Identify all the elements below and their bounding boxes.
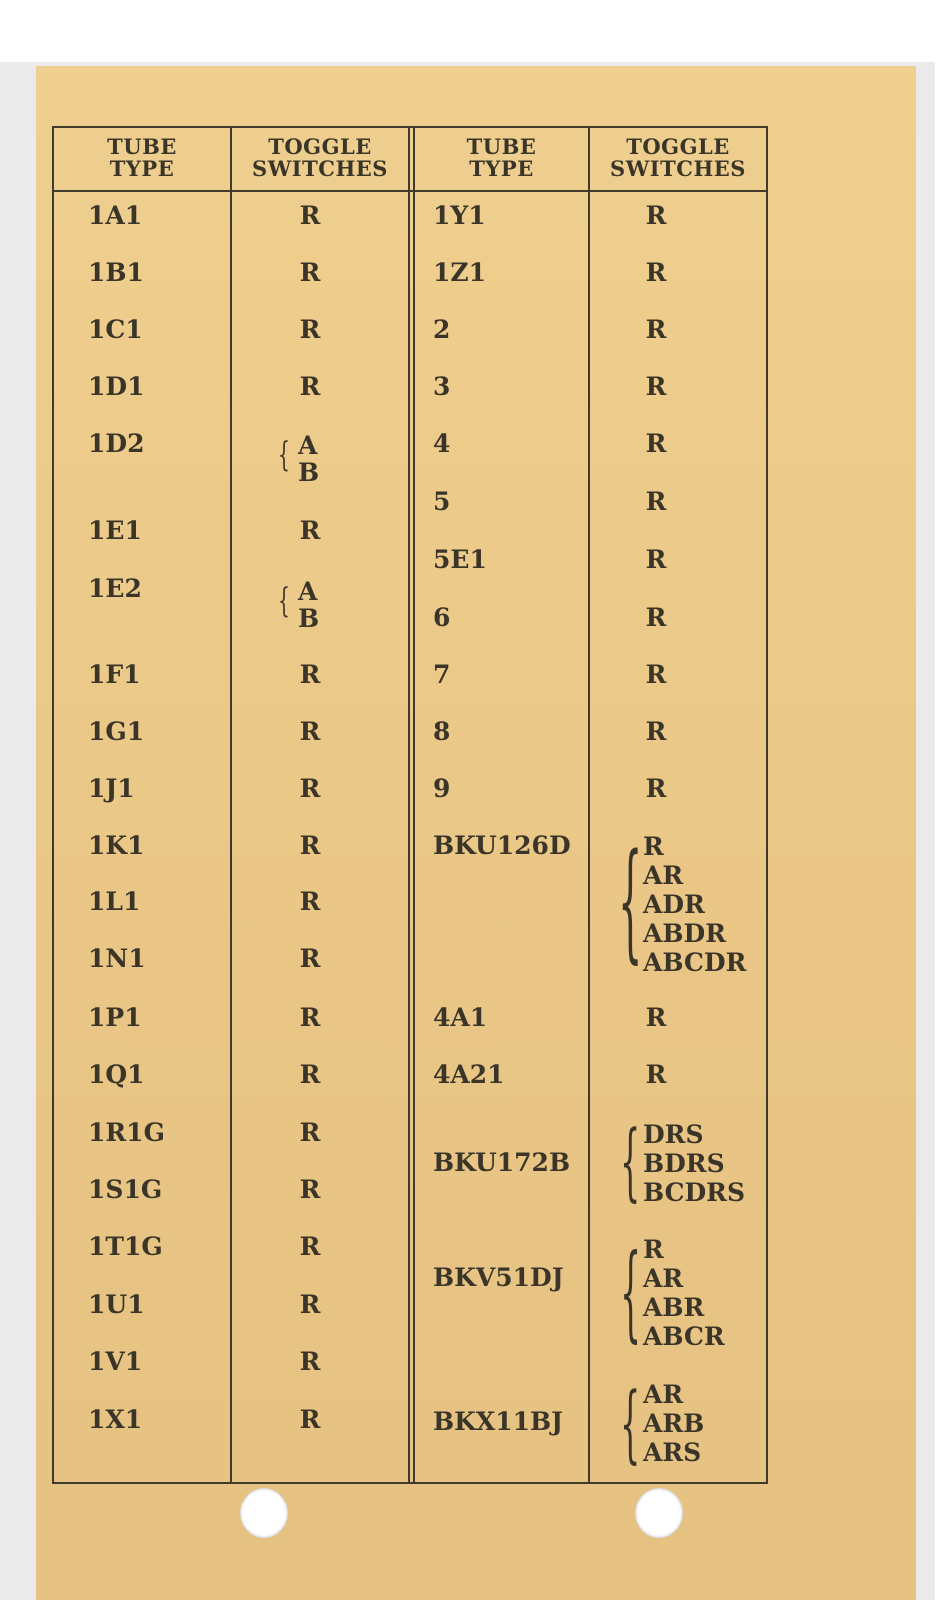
toggle-value: R (645, 429, 667, 458)
tube-type: 1Y1 (433, 201, 486, 230)
toggle-value: R (299, 1003, 321, 1032)
toggle-option: AR (643, 1380, 684, 1409)
tube-type: 1T1G (88, 1232, 163, 1261)
brace-icon: { (278, 435, 290, 475)
toggle-value: R (299, 1232, 321, 1261)
brace-icon: { (620, 1231, 642, 1353)
toggle-option: DRS (643, 1120, 704, 1149)
toggle-value: R (299, 315, 321, 344)
tube-type: 4A21 (433, 1060, 505, 1089)
toggle-value: R (299, 258, 321, 287)
toggle-value: R (299, 1347, 321, 1376)
tube-type: 2 (433, 315, 451, 344)
tube-type: 1Z1 (433, 258, 487, 287)
tube-type: 8 (433, 717, 451, 746)
toggle-option: A (298, 431, 318, 460)
header-tube-type-right: TUBE TYPE (466, 134, 537, 181)
tube-type: BKX11BJ (433, 1407, 564, 1436)
tube-type: BKU126D (433, 831, 571, 860)
tube-type: 1J1 (88, 774, 135, 803)
header-rule (52, 190, 768, 192)
tube-type: 6 (433, 603, 451, 632)
punch-hole (240, 1488, 288, 1538)
toggle-value: R (645, 1003, 667, 1032)
brace-icon: { (278, 581, 290, 621)
tube-type: 1A1 (88, 201, 143, 230)
toggle-value: R (299, 1118, 321, 1147)
header-toggle-switches-right: TOGGLE SWITCHES (610, 134, 746, 181)
toggle-value: R (299, 516, 321, 545)
toggle-option: ARS (643, 1438, 702, 1467)
toggle-value: R (299, 887, 321, 916)
tube-type: 4 (433, 429, 451, 458)
center-divider (413, 126, 415, 1484)
tube-type: 1V1 (88, 1347, 143, 1376)
brace-icon: { (620, 1112, 641, 1210)
toggle-value: R (645, 372, 667, 401)
toggle-option: A (298, 577, 318, 606)
tube-type: 4A1 (433, 1003, 488, 1032)
header-toggle-switches-left: TOGGLE SWITCHES (252, 134, 388, 181)
tube-type: 1B1 (88, 258, 144, 287)
column-divider (230, 126, 232, 1484)
tube-type: 3 (433, 372, 451, 401)
toggle-option: BCDRS (643, 1178, 746, 1207)
tube-type: 1D1 (88, 372, 145, 401)
column-divider (588, 126, 590, 1484)
tube-type: 1Q1 (88, 1060, 145, 1089)
toggle-value: R (645, 201, 667, 230)
toggle-options-bku126d (643, 832, 746, 977)
tube-type: 1N1 (88, 944, 146, 973)
toggle-options-1e2 (298, 578, 319, 632)
tube-type: 7 (433, 660, 451, 689)
toggle-value: R (299, 1175, 321, 1204)
toggle-option: ABCR (643, 1322, 725, 1351)
toggle-value: R (299, 201, 321, 230)
toggle-option: R (643, 832, 664, 861)
tube-type: 1P1 (88, 1003, 142, 1032)
toggle-option: ABCDR (643, 948, 747, 977)
toggle-value: R (645, 717, 667, 746)
toggle-option: AR (643, 1264, 684, 1293)
toggle-value: R (299, 1290, 321, 1319)
toggle-option: ARB (643, 1409, 705, 1438)
toggle-options-1d2 (298, 432, 319, 486)
toggle-value: R (645, 487, 667, 516)
tube-type: BKV51DJ (433, 1263, 564, 1292)
brace-icon: { (618, 827, 643, 976)
toggle-value: R (645, 545, 667, 574)
tube-type: 1X1 (88, 1405, 143, 1434)
header-tube-type-left: TUBE TYPE (107, 134, 177, 181)
toggle-options-bkx11bj (643, 1380, 704, 1467)
tube-type: 1R1G (88, 1118, 165, 1147)
toggle-value: R (299, 660, 321, 689)
toggle-value: R (299, 944, 321, 973)
tube-type: 1C1 (88, 315, 143, 344)
center-divider (408, 126, 410, 1484)
tube-type: 1L1 (88, 887, 141, 916)
tube-type: 1K1 (88, 831, 145, 860)
punch-hole (635, 1488, 683, 1538)
toggle-value: R (645, 603, 667, 632)
toggle-option: B (298, 604, 320, 633)
toggle-options-bkv51dj (643, 1235, 725, 1351)
toggle-value: R (299, 1060, 321, 1089)
toggle-option: B (298, 458, 320, 487)
tube-type: 1S1G (88, 1175, 163, 1204)
tube-type: BKU172B (433, 1148, 571, 1177)
tube-type: 5E1 (433, 545, 487, 574)
brace-icon: { (620, 1374, 641, 1472)
toggle-option: ADR (643, 890, 705, 919)
tube-type: 1U1 (88, 1290, 145, 1319)
toggle-value: R (299, 1405, 321, 1434)
tube-type: 5 (433, 487, 451, 516)
toggle-value: R (645, 315, 667, 344)
toggle-options-bku172b (643, 1120, 745, 1207)
tube-type: 9 (433, 774, 451, 803)
tube-type: 1E1 (88, 516, 142, 545)
toggle-value: R (645, 774, 667, 803)
toggle-value: R (645, 258, 667, 287)
toggle-option: ABDR (643, 919, 726, 948)
tube-type: 1F1 (88, 660, 141, 689)
toggle-option: ABR (643, 1293, 705, 1322)
toggle-value: R (645, 660, 667, 689)
toggle-value: R (299, 774, 321, 803)
tube-type: 1G1 (88, 717, 145, 746)
toggle-value: R (645, 1060, 667, 1089)
tube-type: 1E2 (88, 574, 142, 603)
toggle-value: R (299, 372, 321, 401)
toggle-option: BDRS (643, 1149, 725, 1178)
tube-type: 1D2 (88, 429, 145, 458)
toggle-option: AR (643, 861, 684, 890)
toggle-option: R (643, 1235, 664, 1264)
toggle-value: R (299, 717, 321, 746)
toggle-value: R (299, 831, 321, 860)
